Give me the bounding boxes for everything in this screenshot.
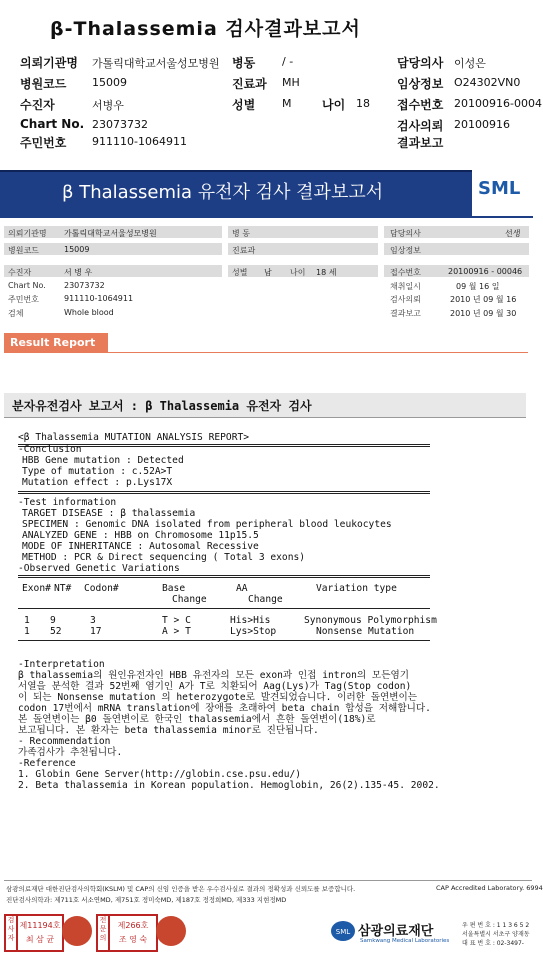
result-report-tab: Result Report [4, 333, 108, 353]
form-label-result-report: 결과보고 [390, 309, 421, 318]
interpretation-line: 보고됩니다. 본 환자는 beta thalassemia minor로 진단됩니다. [18, 725, 319, 736]
form-label-specimen: 검체 [8, 309, 24, 318]
form-label-receipt-no: 접수번호 [390, 268, 421, 277]
interpretation-heading: -Interpretation [18, 659, 105, 670]
label-doctor: 담당의사 [397, 56, 444, 70]
test-info-line: METHOD : PCR & Direct sequencing ( Total 3 exons) [22, 552, 306, 563]
cell-nt: 52 [50, 626, 62, 637]
col-codon: Codon# [84, 583, 119, 594]
cell-aa-change: His>His [230, 615, 271, 626]
contact-address: 서울특별시 서초구 양재동 [462, 931, 530, 938]
field-bar [228, 226, 378, 238]
label-age: 나이 [322, 98, 346, 112]
table-rule [18, 640, 430, 641]
test-info-line: TARGET DISEASE : β thalassemia [22, 508, 196, 519]
form-label-test-request: 검사의뢰 [390, 295, 421, 304]
report-heading: <β Thalassemia MUTATION ANALYSIS REPORT> [18, 432, 250, 443]
label-requesting-institution: 의뢰기관명 [20, 56, 78, 70]
field-bar [4, 265, 222, 277]
label-sex: 성별 [232, 98, 256, 112]
table-rule [18, 608, 430, 609]
footer-rule [4, 880, 532, 881]
interpretation-line: 본 돌연변이는 β0 돌연변이로 한국인 thalassemia에서 흔한 돌연변이(18%)로 [18, 714, 376, 725]
cell-codon: 3 [90, 615, 96, 626]
value-ward: / - [282, 55, 294, 68]
label-department: 진료과 [232, 77, 267, 91]
org-name-ko: 삼광의료재단 [358, 924, 434, 939]
col-base-change: Change [172, 594, 207, 605]
form-label-ward: 병 동 [232, 229, 250, 238]
cell-base-change: A > T [162, 626, 191, 637]
label-ward: 병동 [232, 56, 256, 70]
technologist-stamp [16, 914, 64, 952]
interpretation-line: 이 되는 Nonsense mutation 의 heterozygote로 발견되었습니다. 이러한 돌연변이는 [18, 692, 418, 703]
form-value-patient: 서 병 우 [64, 268, 93, 277]
label-resident-no: 주민번호 [20, 136, 67, 150]
test-info-line: ANALYZED GENE : HBB on Chromosome 11p15.5 [22, 530, 259, 541]
value-chart-no: 23073732 [92, 118, 148, 131]
cell-base-change: T > C [162, 615, 191, 626]
cell-aa-change: Lys>Stop [230, 626, 277, 637]
form-label-chart-no: Chart No. [8, 281, 46, 290]
contact-phone: 대 표 번 호 : 02-3497- [462, 940, 524, 947]
form-label-hospital-code: 병원코드 [8, 246, 39, 255]
form-label-resident-no: 주민번호 [8, 295, 39, 304]
recommendation-text: 가족검사가 추천됩니다. [18, 747, 123, 758]
form-title: β Thalassemia 유전자 검사 결과보고서 [62, 182, 384, 203]
col-variation-type: Variation type [316, 583, 397, 594]
value-resident-no: 911110-1064911 [92, 135, 187, 148]
technologist-name: 최 삼 균 [25, 935, 55, 944]
value-requesting-institution: 가톨릭대학교서울성모병원 [92, 57, 220, 70]
interpretation-line: 서열을 분석한 결과 52번째 염기인 A가 T로 치환되어 Aag(Lys)가 Tag(Stop codon) [18, 681, 412, 692]
conclusion-line: Type of mutation : c.52A>T [22, 466, 173, 477]
value-department: MH [282, 76, 300, 89]
conclusion-line: Mutation effect : p.Lys17X [22, 477, 173, 488]
col-aa-change: Change [248, 594, 283, 605]
footer-physicians: 진단검사의학과: 제711호 서소연MD, 제751호 정미숙MD, 제187호 정정희MD, 제333 지현정MD [6, 896, 287, 904]
technologist-seal [62, 916, 92, 946]
col-base: Base [162, 583, 186, 594]
form-value-hospital-code: 15009 [64, 245, 90, 254]
value-doctor: 이성은 [454, 57, 486, 70]
form-value-test-request: 2010 년 09 월 16 [450, 295, 517, 304]
physician-name: 조 영 숙 [118, 935, 148, 944]
stamp-label: 검 사 자 [4, 914, 18, 952]
svg-text:SML: SML [335, 928, 351, 936]
form-value-receipt-no: 20100916 - 00046 [448, 267, 523, 276]
cell-variation-type: Synonymous Polymorphism [304, 615, 437, 626]
cell-nt: 9 [50, 615, 56, 626]
form-label-institution: 의뢰기관명 [8, 229, 47, 238]
cell-exon: 1 [24, 615, 30, 626]
org-name-en: Samkwang Medical Laboratories [360, 938, 450, 944]
form-value-sex: 남 [264, 268, 272, 277]
result-report-rule [108, 352, 528, 353]
label-result-report: 결과보고 [397, 136, 444, 150]
label-chart-no: Chart No. [20, 117, 85, 131]
contact-zip: 우 편 번 호 : 1 1 3 6 5 2 [462, 922, 530, 929]
value-sex: M [282, 97, 292, 110]
recommendation-heading: - Recommendation [18, 736, 111, 747]
cell-codon: 17 [90, 626, 102, 637]
physician-stamp [108, 914, 158, 952]
form-label-age: 나이 [290, 268, 306, 277]
form-value-collection-date: 09 월 16 일 [456, 282, 500, 291]
test-info-line: SPECIMEN : Genomic DNA isolated from peripheral blood leukocytes [22, 519, 392, 530]
samkwang-logo-icon [330, 920, 356, 946]
form-label-sex: 성별 [232, 268, 248, 277]
form-label-department: 진료과 [232, 246, 256, 255]
form-value-specimen: Whole blood [64, 308, 114, 317]
label-patient: 수진자 [20, 98, 55, 112]
value-test-request: 20100916 [454, 118, 510, 131]
form-label-collection-date: 채취일시 [390, 282, 421, 291]
form-value-doctor: 선생 [505, 229, 521, 238]
label-hospital-code: 병원코드 [20, 77, 67, 91]
physician-license: 제266호 [117, 921, 149, 930]
interpretation-line: codon 17번에서 mRNA translation에 장애를 초래하여 beta chain 합성을 저해합니다. [18, 703, 431, 714]
test-info-line: MODE OF INHERITANCE : Autosomal Recessive [22, 541, 259, 552]
form-value-resident-no: 911110-1064911 [64, 294, 134, 303]
value-age: 18 [356, 97, 370, 110]
value-clinical-info: O24302VN0 [454, 76, 521, 89]
technologist-license: 제11194호 [19, 921, 61, 930]
stamp-label: 전 문 의 [96, 914, 110, 952]
section-title: 분자유전검사 보고서 : β Thalassemia 유전자 검사 [12, 399, 312, 413]
form-label-clinical-info: 임상정보 [390, 246, 421, 255]
label-receipt-no: 접수번호 [397, 98, 444, 112]
value-hospital-code: 15009 [92, 76, 127, 89]
physician-seal [156, 916, 186, 946]
form-value-institution: 가톨릭대학교서울성모병원 [64, 229, 157, 238]
cell-variation-type: Nonsense Mutation [316, 626, 415, 637]
col-nt: NT# [54, 583, 72, 594]
col-aa: AA [236, 583, 248, 594]
reference-item: 1. Globin Gene Server(http://globin.cse.psu.edu/) [18, 769, 302, 780]
test-info-heading: -Test information [18, 497, 117, 508]
form-value-chart-no: 23073732 [64, 281, 105, 290]
form-label-patient: 수진자 [8, 268, 32, 277]
observed-heading: -Observed Genetic Variations [18, 563, 180, 574]
form-value-result-report: 2010 년 09 월 30 [450, 309, 517, 318]
value-receipt-no: 20100916-0004 [454, 97, 542, 110]
double-rule [18, 575, 430, 578]
report-title: β-Thalassemia 검사결과보고서 [50, 18, 361, 40]
sml-logo: SML [478, 178, 521, 199]
footer-cap: CAP Accredited Laboratory. 6994 [436, 884, 543, 892]
form-label-doctor: 담당의사 [390, 229, 421, 238]
footer-accreditation: 삼광의료재단 대한진단검사의학회(KSLM) 및 CAP의 신임 인증을 받은 우수검사실로 결과의 정확성과 신뢰도를 보증합니다. [6, 885, 356, 893]
label-clinical-info: 임상정보 [397, 77, 444, 91]
interpretation-line: β thalassemia의 원인유전자인 HBB 유전자의 모든 exon과 인접 intron의 모든염기 [18, 670, 409, 681]
form-value-age: 18 세 [316, 268, 337, 277]
value-patient: 서병우 [92, 99, 124, 112]
conclusion-heading: -Conclusion [18, 444, 82, 455]
reference-heading: -Reference [18, 758, 76, 769]
cell-exon: 1 [24, 626, 30, 637]
double-rule [18, 491, 430, 494]
col-exon: Exon# [22, 583, 51, 594]
conclusion-line: HBB Gene mutation : Detected [22, 455, 184, 466]
reference-item: 2. Beta thalassemia in Korean population. Hemoglobin, 26(2).135-45. 2002. [18, 780, 440, 791]
label-test-request: 검사의뢰 [397, 119, 444, 133]
